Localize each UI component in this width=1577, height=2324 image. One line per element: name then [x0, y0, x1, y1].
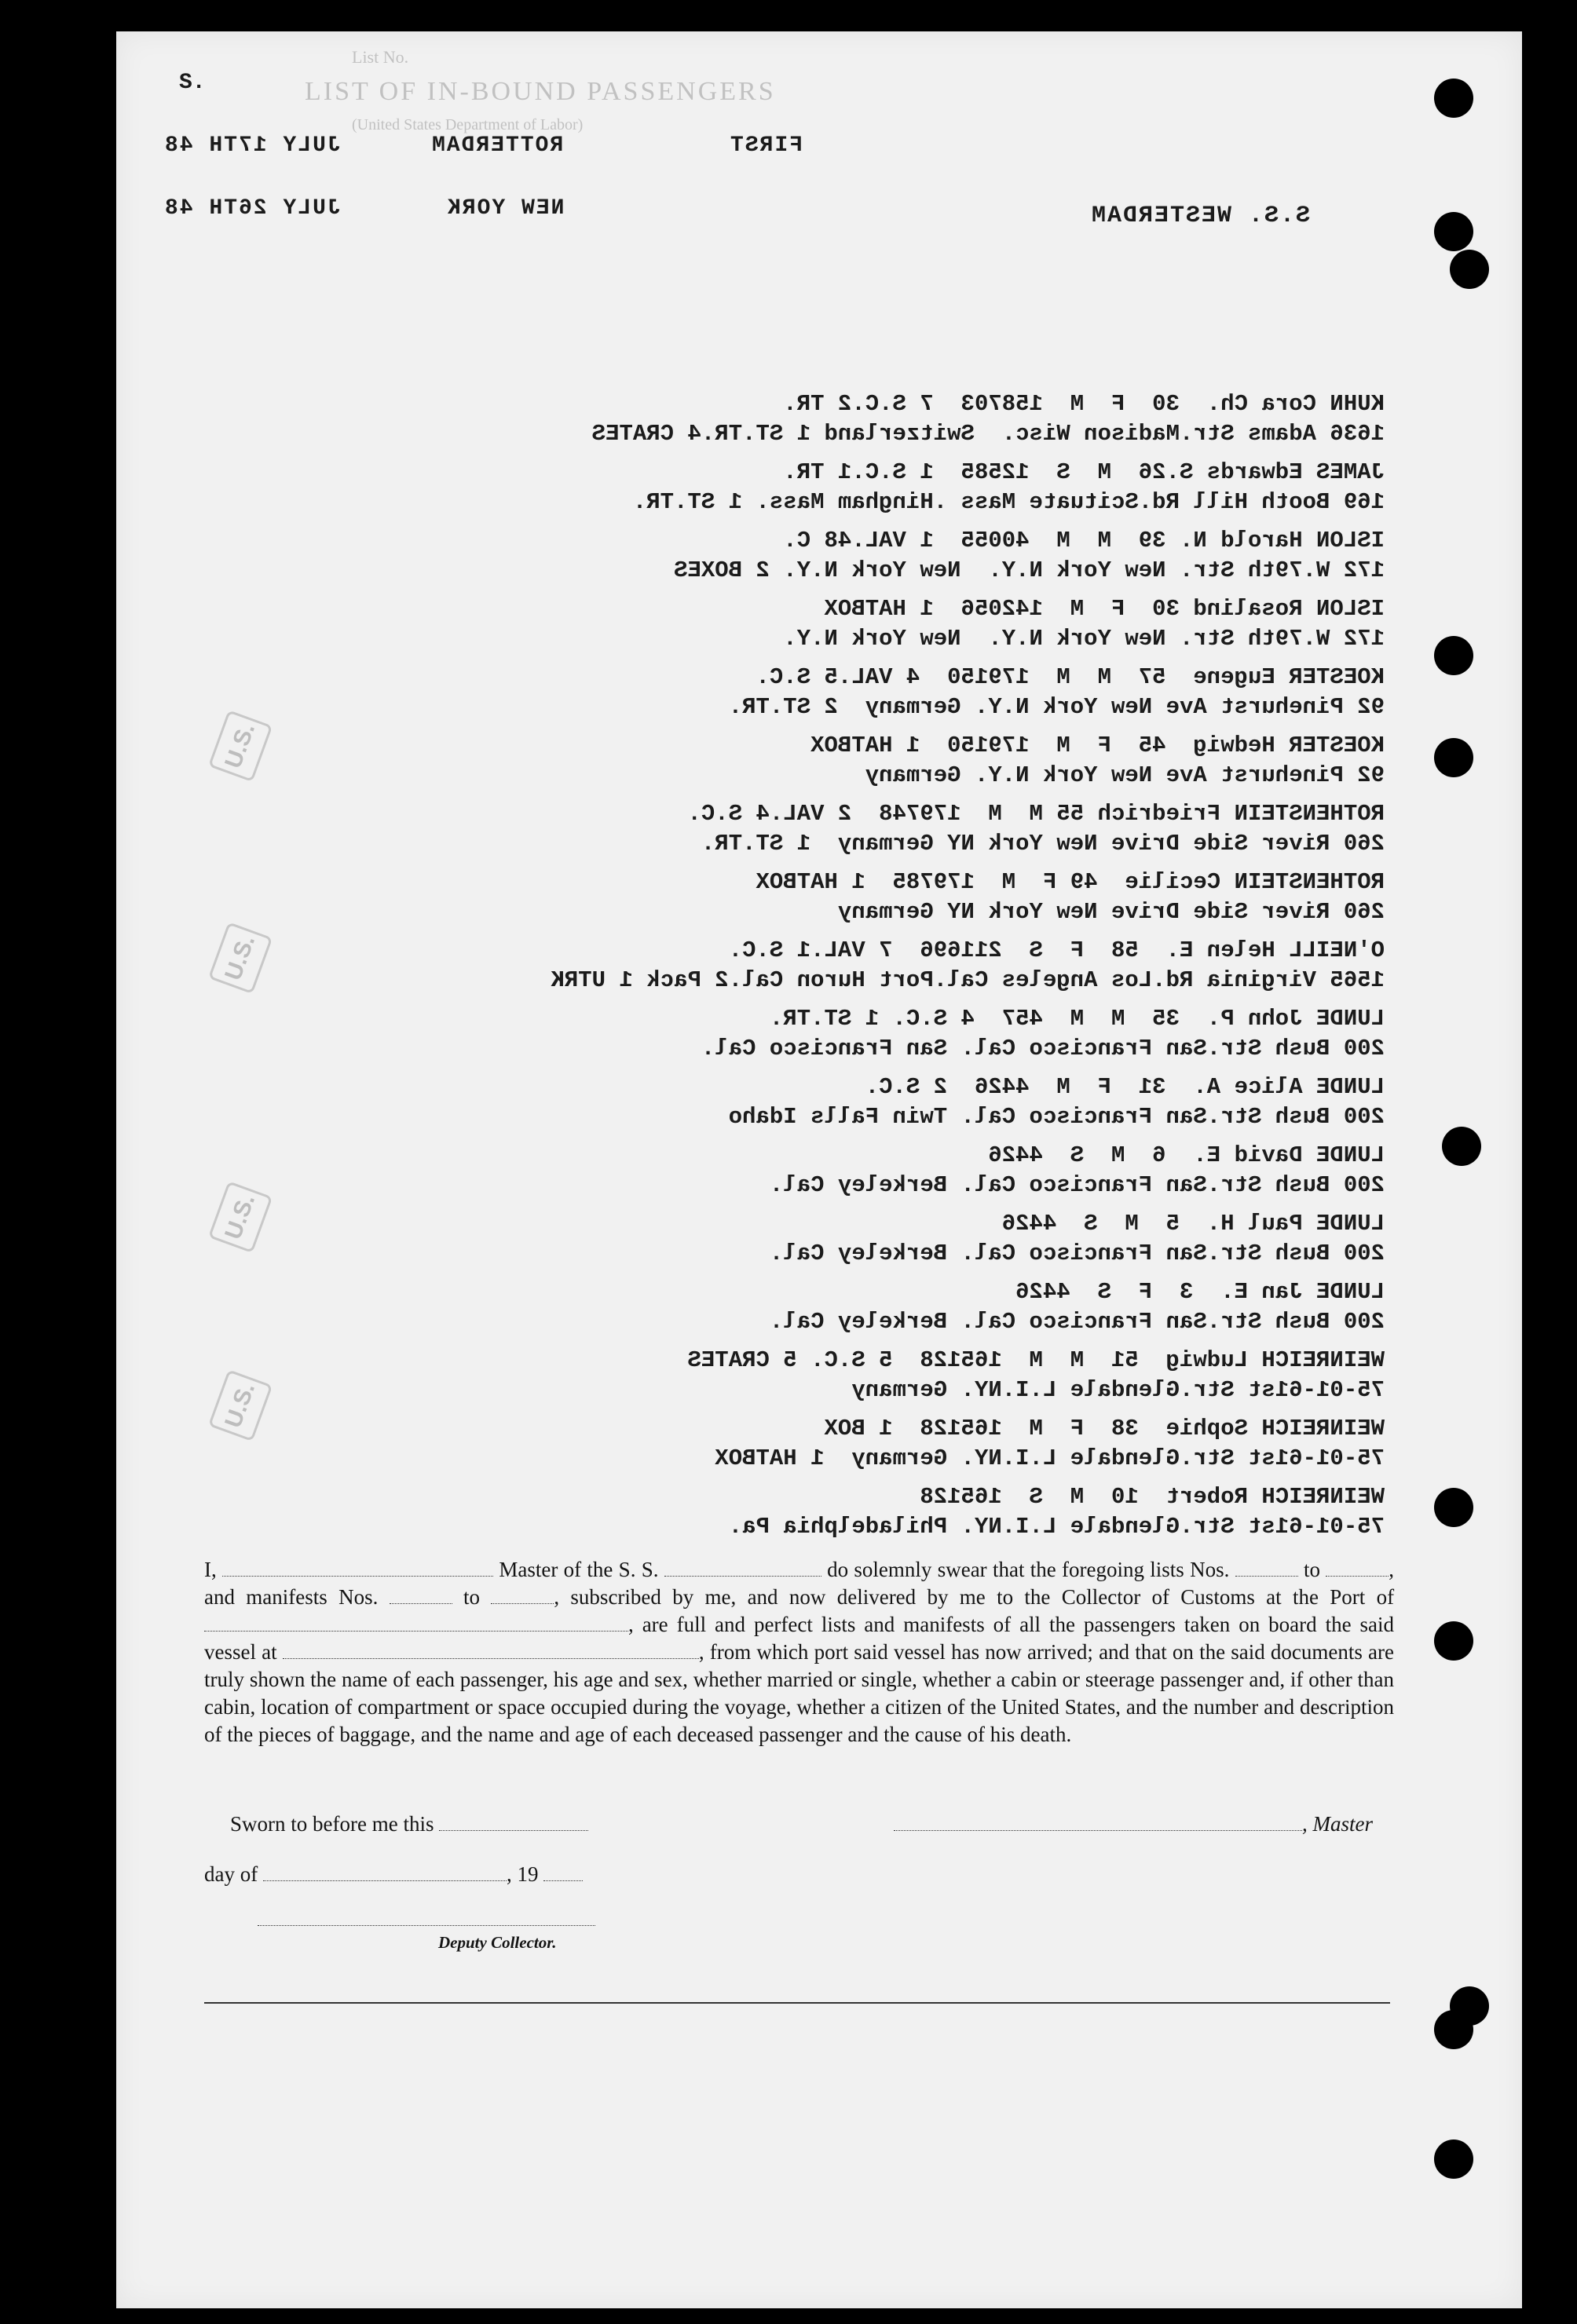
manifests-to-field [491, 1584, 554, 1604]
master-signature-field [894, 1813, 1302, 1831]
entry-address-line: 172 W.79th Str. New York N.Y. New York N.Y. [783, 626, 1385, 652]
passenger-entry [285, 1141, 1385, 1200]
header-date-2: JULY 26TH 48 [163, 196, 341, 221]
punch-hole [1434, 738, 1473, 777]
passenger-entry [285, 868, 1385, 927]
punch-hole [1450, 250, 1489, 289]
oath-full-perfect: , are full and perfect lists and [628, 1613, 895, 1636]
entry-name-line: ISLON Rosalind 30 F M 142056 1 HATBOX [824, 596, 1385, 622]
faint-list-no: List No. [352, 47, 409, 67]
manifests-from-field [390, 1584, 452, 1604]
day-of-field [263, 1863, 507, 1881]
passenger-entry [285, 1209, 1385, 1269]
oath-to-2: to [463, 1585, 481, 1609]
entry-name-line: WEINREICH Robert 10 M S 165128 [920, 1484, 1385, 1510]
entry-address-line: 200 Bush Str.San Francisco Cal. Berkeley Cal. [769, 1241, 1385, 1266]
entry-address-line: 172 W.79th Str. New York N.Y. New York N.Y. 2 BOXES [674, 557, 1385, 583]
entry-name-line: ROTHENSTEIN Cecilie 49 F M 179785 1 HATBOX [756, 869, 1385, 895]
passenger-entry [285, 526, 1385, 586]
passenger-entry [285, 1277, 1385, 1337]
oath-to-1: to [1303, 1558, 1320, 1581]
header-class: FIRST [729, 133, 803, 158]
master-signature-line [894, 1812, 1373, 1836]
passenger-entry [285, 936, 1385, 996]
corner-mark: S. [179, 71, 206, 95]
year-text: , 19 [506, 1862, 539, 1886]
entry-address-line: 260 River Side Drive New York NY Germany 1 ST.TR. [701, 831, 1385, 857]
year-field [543, 1863, 583, 1881]
entry-address-line: 169 Booth Hill Rd.Scituate Mass .Hingham Mass. 1 ST.TR. [632, 489, 1385, 515]
oath-solemnly: do solemnly [827, 1558, 932, 1581]
entry-address-line: 200 Bush Str.San Francisco Cal. San Francisco Cal. [701, 1036, 1385, 1062]
entry-name-line: LUNDE Alice A. 31 F M 4426 2 S.C. [865, 1074, 1385, 1100]
oath-delivered: delivered by me to the Collector of Customs at the Port of [836, 1585, 1395, 1609]
punch-hole [1434, 2010, 1473, 2049]
master-label: , Master [1302, 1812, 1373, 1836]
passenger-entry [285, 663, 1385, 722]
ship-name-field [664, 1557, 821, 1577]
oath-i: I, [204, 1558, 217, 1581]
entry-address-line: 200 Bush Str.San Francisco Cal. Twin Falls Idaho [728, 1104, 1385, 1130]
deputy-label: Deputy Collector. [438, 1933, 557, 1952]
oath-body: port said vessel has now arrived; and that on the said documents are truly shown the name of each passenger, his age and sex, whether married or single, whether a cabin or steerage passenger and, if other than cabin, location of compartment or space occupied during the voyage, whether a citizen of the United States, and the number and description of the pieces of baggage, and the name and age of each deceased passenger and the cause of his death. [204, 1640, 1395, 1746]
punch-hole [1442, 1127, 1481, 1166]
entry-address-line: 92 Pinehurst Ave New York N.Y. Germany [865, 762, 1385, 788]
passenger-entry [285, 799, 1385, 859]
deputy-line [258, 1908, 595, 1926]
entry-address-line: 260 River Side Drive New York NY Germany [837, 899, 1385, 925]
entry-address-line: 200 Bush Str.San Francisco Cal. Berkeley Cal. [769, 1172, 1385, 1198]
entry-name-line: ISLON Harold N. 39 M M 40055 1 VAL.48 C. [783, 528, 1385, 554]
punch-hole [1434, 79, 1473, 118]
entry-name-line: WEINREICH Sophie 38 F M 165128 1 BOX [824, 1416, 1385, 1442]
day-of-line [204, 1862, 583, 1887]
oath-from-which: , from which [698, 1640, 809, 1664]
port-field [204, 1612, 628, 1632]
faint-subtitle: (United States Department of Labor) [352, 116, 584, 133]
entry-name-line: KOESTER Hedwig 45 F M 179150 1 HATBOX [810, 733, 1385, 758]
passenger-entry [285, 1482, 1385, 1542]
entry-name-line: LUNDE Jan E. 3 F S 4426 [1015, 1279, 1385, 1305]
sworn-text: Sworn to before me this [230, 1812, 434, 1836]
oath-subscribed: , subscribed by me, and now [554, 1585, 826, 1609]
entry-name-line: O'NEILL Helen E. 58 F S 211696 7 VAL.1 S.C. [728, 937, 1385, 963]
faint-list-title: LIST OF IN-BOUND PASSENGERS [305, 77, 776, 106]
punch-hole [1434, 636, 1473, 675]
ghost-stamp: U.S. [208, 710, 273, 782]
header-port-2: NEW YORK [446, 196, 565, 221]
passenger-entry [285, 594, 1385, 654]
entry-address-line: 75-01-61st Str.Glendale L.I.NY. Germany [851, 1377, 1385, 1403]
oath-manifests-all: manifests of all the passengers taken on board the said vessel at [204, 1613, 1394, 1664]
sworn-line [230, 1812, 588, 1836]
entry-name-line: ROTHENSTEIN Friedrich 55 M M 179748 2 VAL.4 S.C. [687, 801, 1385, 827]
entry-address-line: 75-01-61st Str.Glendale L.I.NY. Germany 1 HATBOX [715, 1445, 1385, 1471]
sworn-day-field [439, 1813, 588, 1831]
punch-hole [1434, 1621, 1473, 1661]
entry-name-line: LUNDE David E. 6 M S 4426 [988, 1142, 1385, 1168]
day-of-text: day of [204, 1862, 258, 1886]
entry-name-line: JAMES Edwards S.26 M S 12585 1 S.C.1 TR. [783, 459, 1385, 485]
lists-to-field [1326, 1557, 1389, 1577]
passenger-entry [285, 1346, 1385, 1405]
entry-address-line: 92 Pinehurst Ave New York N.Y. Germany 2 ST.TR. [728, 694, 1385, 720]
master-name-field [222, 1557, 493, 1577]
passenger-entry [285, 1414, 1385, 1474]
ghost-stamp: U.S. [208, 922, 273, 994]
oath-manifests-nos: , and manifests Nos. [204, 1558, 1395, 1609]
ghost-stamp: U.S. [208, 1181, 273, 1253]
passenger-entry [285, 1004, 1385, 1064]
entry-address-line: 1565 Virginia Rd.Los Angeles Cal.Port Huron Cal.2 Pack 1 UTRK [551, 967, 1385, 993]
entry-name-line: LUNDE John P. 35 M M 457 4 S.C. 1 ST.TR. [769, 1006, 1385, 1032]
entry-name-line: LUNDE Paul H. 5 M S 4426 [1001, 1211, 1385, 1237]
oath-master-of: Master of the S. S. [499, 1558, 659, 1581]
oath-lists-nos: swear that the foregoing lists Nos. [937, 1558, 1230, 1581]
entry-address-line: 75-01-61st Str.Glendale L.I.NY. Philadelphia Pa. [728, 1514, 1385, 1540]
entry-name-line: KUHN Cora Ch. 30 F M 158703 7 S.C.2 TR. [783, 391, 1385, 417]
passenger-entry [285, 1072, 1385, 1132]
punch-hole [1434, 1488, 1473, 1527]
entry-name-line: KOESTER Eugene 57 M M 179150 4 VAL.5 S.C. [756, 664, 1385, 690]
entry-address-line: 200 Bush Str.San Francisco Cal. Berkeley Cal. [769, 1309, 1385, 1335]
lists-from-field [1235, 1557, 1298, 1577]
punch-hole [1434, 212, 1473, 251]
passenger-entry [285, 458, 1385, 517]
ghost-stamp: U.S. [208, 1369, 273, 1442]
manifest-page [116, 31, 1522, 2308]
header-ship: S.S. WESTERDAM [1090, 203, 1311, 229]
passenger-entry [285, 731, 1385, 791]
passenger-entry [285, 389, 1385, 449]
oath-paragraph [204, 1556, 1394, 1748]
punch-hole [1434, 2139, 1473, 2179]
deputy-signature-field [258, 1908, 595, 1926]
header-date-1: JULY 17TH 48 [163, 133, 341, 158]
header-port-1: ROTTERDAM [430, 133, 564, 158]
entry-name-line: WEINREICH Ludwig 51 M M 165128 5 S.C. 5 CRATES [687, 1347, 1385, 1373]
entry-address-line: 1636 Adams Str.Madison Wisc. Switzerland 1 ST.TR.4 CRATES [591, 421, 1385, 447]
bottom-rule [204, 2002, 1390, 2004]
vessel-port-field [283, 1639, 699, 1659]
